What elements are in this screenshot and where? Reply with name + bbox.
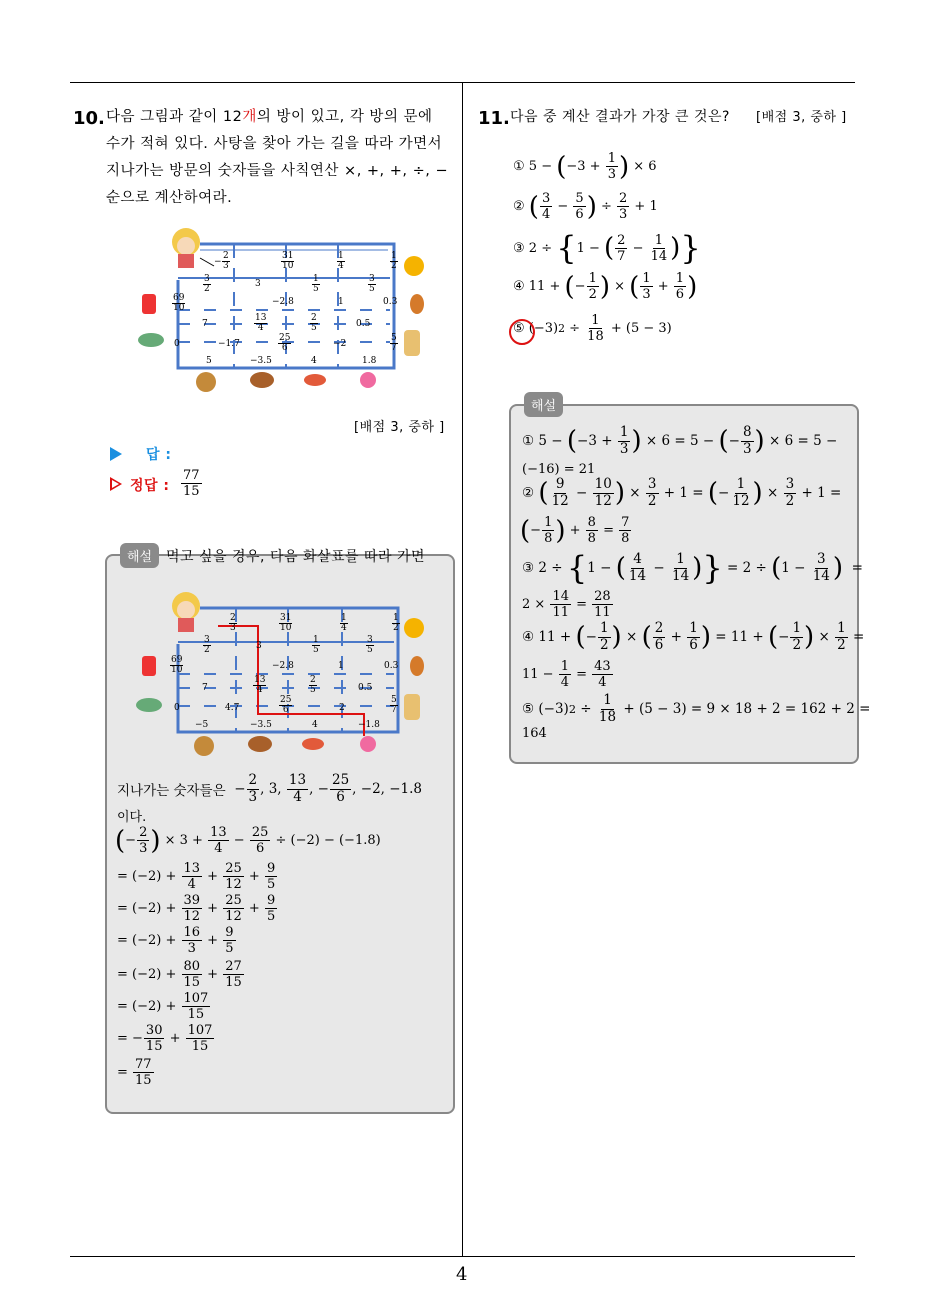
sol11-2a: ② ( $\frac{9}{12}$ − $\frac{10}{12}$ ) × $\frac{3}{2}$ + 1 = ( − $\frac{1}{12}$ ) × $\frac{3}{2}$ + 1 =: [522, 476, 842, 509]
q11-question: 다음 중 계산 결과가 가장 큰 것은?: [510, 109, 730, 125]
maze-num-r2-4: 3 5: [369, 274, 375, 294]
sushi-icon: [304, 374, 326, 386]
choice-3[interactable]: ③ 2 ÷ { 1 − ( $\frac{2}{7}$ − $\frac{1}{14}$ ) }: [513, 229, 701, 267]
q11-solution-tag: 해설: [524, 392, 563, 417]
bread-icon: [404, 330, 420, 356]
sol10-step3: = (−2) + $\frac{16}{3}$ + $\frac{9}{5}$: [117, 925, 234, 956]
maze-num-r3-1: 69 10: [173, 293, 185, 313]
sausage-icon: [410, 656, 424, 676]
sushi-icon: [302, 738, 324, 750]
sausage-icon: [410, 294, 424, 314]
maze-num-top-4: 1 2: [391, 251, 397, 271]
sol11-1a: ① 5 − ( −3 + $\frac{1}{3}$ ) × 6 = 5 − ( − $\frac{8}{3}$ ) × 6 = 5 −: [522, 424, 838, 457]
drink-icon: [142, 294, 156, 314]
sol11-4b: 11 − $\frac{1}{4}$ = $\frac{43}{4}$: [522, 659, 611, 690]
sol10-step2: = (−2) + $\frac{39}{12}$ + $\frac{25}{12}$ + $\frac{9}{5}$: [117, 893, 276, 924]
maze-num-r4-3: 2 5: [311, 313, 317, 333]
drink-icon: [142, 656, 156, 676]
candy-icon: [360, 372, 376, 388]
maze-num-r5-5: 5 7: [391, 333, 397, 353]
choice-1[interactable]: ① 5 − ( −3 + $\frac{1}{3}$ ) × 6: [513, 151, 657, 182]
sol11-5b: 164: [522, 726, 547, 741]
sol11-2b: ( − $\frac{1}{8}$ ) + $\frac{8}{8}$ = $\frac{7}{8}$: [520, 515, 630, 546]
sol10-step1: = (−2) + $\frac{13}{4}$ + $\frac{25}{12}$ + $\frac{9}{5}$: [117, 861, 276, 892]
dish-icon: [136, 698, 162, 712]
burger-icon: [250, 372, 274, 388]
sol11-4a: ④ 11 + ( − $\frac{1}{2}$ ) × ( $\frac{2}{6}$ + $\frac{1}{6}$ ) = 11 + ( − $\frac{1}{2}$ ) × $\frac{1}{2}$ =: [522, 620, 865, 653]
sol10-suffix: 이다.: [117, 810, 147, 825]
sol11-3a: ③ 2 ÷ { 1 − ( $\frac{4}{14}$ − $\frac{1}{14}$ ) } = 2 ÷ ( 1 − $\frac{3}{14}$ ) =: [522, 549, 863, 587]
q11-number: 11.: [478, 108, 510, 129]
choice-2[interactable]: ② ( $\frac{3}{4}$ − $\frac{5}{6}$ ) ÷ $\frac{2}{3}$ + 1: [513, 191, 658, 222]
correct-label: 정답 :: [130, 478, 170, 494]
q10-question: 다음 그림과 같이 12개의 방이 있고, 각 방의 문에 수가 적혀 있다. 사탕을 찾아 가는 길을 따라 가면서 지나가는 방문의 숫자들을 사칙연산 ×, +, +, ÷, − 순으로 계산하여라.: [106, 109, 449, 206]
sol10-step5: = (−2) + $\frac{107}{15}$: [117, 991, 209, 1022]
maze-num-r4-2: 13 4: [255, 313, 267, 333]
sol10-numbers-line: 지나가는 숫자들은 − $\frac{2}{3}$ , 3, $\frac{13}{4}$ , − $\frac{25}{6}$ , −2, −1.8: [117, 772, 423, 805]
fries-icon: [404, 618, 424, 638]
sol11-5a: ⑤ (−3) 2 ÷ $\frac{1}{18}$ + (5 − 3) = 9 × 18 + 2 = 162 + 2 =: [522, 692, 871, 725]
q10-score: [배점 3, 중하 ]: [354, 420, 445, 435]
sol10-step0: ( − $\frac{2}{3}$ ) × 3 + $\frac{13}{4}$ − $\frac{25}{6}$ ÷ (−2) − (−1.8): [115, 825, 381, 856]
answer-circle-icon: [509, 319, 535, 345]
cookie-icon: [196, 372, 216, 392]
sol10-step7: = $\frac{77}{15}$: [117, 1057, 152, 1088]
page-number: 4: [456, 1264, 468, 1285]
maze-num-top-3: 1 4: [338, 251, 344, 271]
maze-num-top-1: 2 3: [223, 251, 229, 271]
bottom-rule: [70, 1256, 855, 1257]
answer-label: 답 :: [146, 447, 172, 463]
sol11-3b: 2 × $\frac{14}{11}$ = $\frac{28}{11}$: [522, 589, 611, 620]
burger-icon: [248, 736, 272, 752]
fries-icon: [404, 256, 424, 276]
sol11-1b: (−16) = 21: [522, 462, 596, 477]
sol10-step4: = (−2) + $\frac{80}{15}$ + $\frac{27}{15}$: [117, 959, 242, 990]
q10-number: 10.: [73, 108, 105, 129]
column-divider: [462, 82, 463, 1257]
cookie-icon: [194, 736, 214, 756]
choice-4[interactable]: ④ 11 + ( − $\frac{1}{2}$ ) × ( $\frac{1}{3}$ + $\frac{1}{6}$ ): [513, 271, 698, 302]
maze-num-r2-3: 1 5: [313, 274, 319, 294]
q10-solution-tag: 해설: [120, 543, 159, 568]
maze-num-r2-1: 3 2: [204, 274, 210, 294]
maze-num-r5-3: 25 6: [279, 333, 291, 353]
q10-solution-intro: 먹고 싶을 경우, 다음 화살표를 따라 가면: [166, 549, 426, 565]
correct-answer: $\frac{77}{15}$: [183, 468, 200, 499]
dish-icon: [138, 333, 164, 347]
sol10-step6: = − $\frac{30}{15}$ + $\frac{107}{15}$: [117, 1023, 213, 1054]
candy-icon: [360, 736, 376, 752]
choice-5[interactable]: ⑤ (−3) 2 ÷ $\frac{1}{18}$ + (5 − 3): [513, 313, 672, 344]
q11-score: [배점 3, 중하 ]: [756, 110, 847, 125]
answer-marker: [110, 447, 122, 461]
maze-num-top-2: 31 10: [282, 251, 294, 271]
bread-icon: [404, 694, 420, 720]
